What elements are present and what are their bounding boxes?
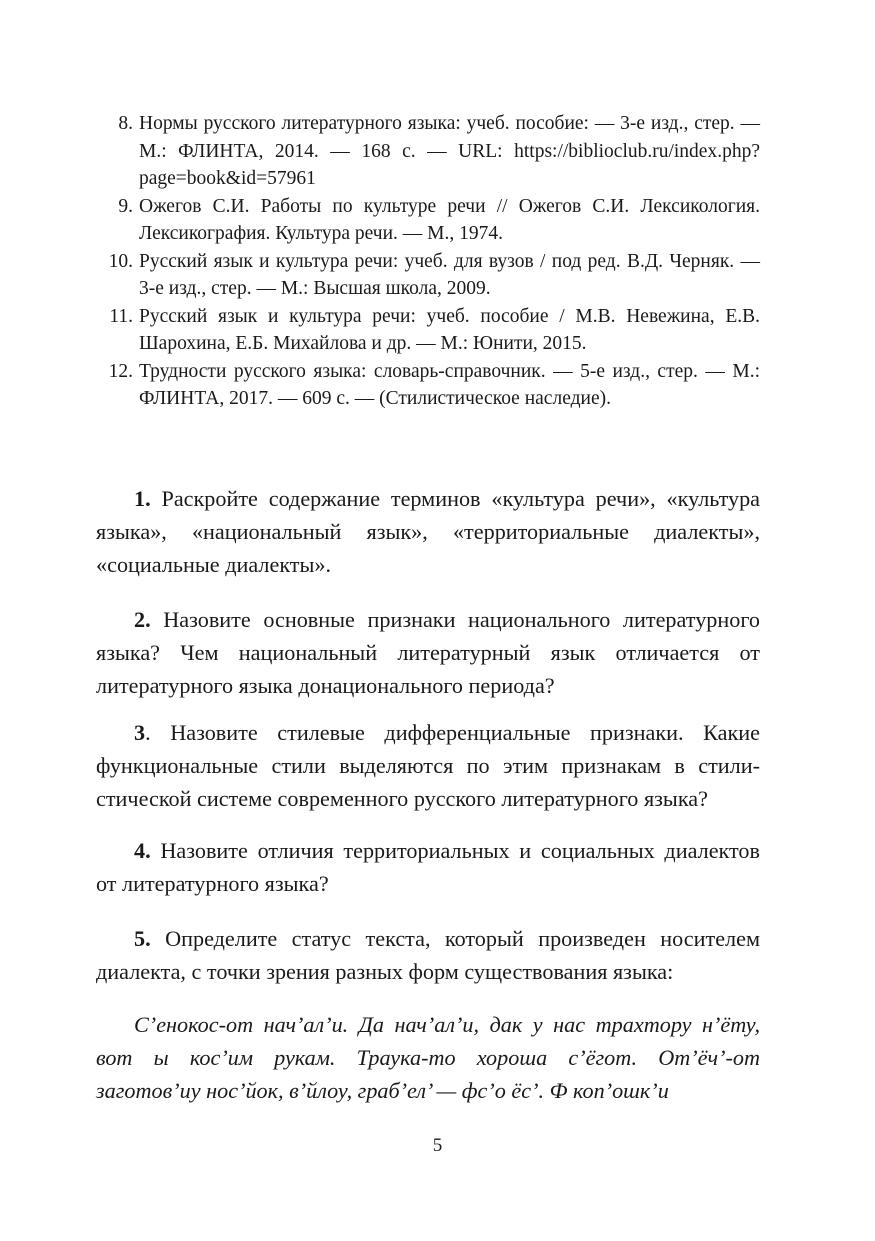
dialect-text: С’енокос-от нач’ал’и. Да нач’ал’и, дак у нас трахтору н’ёту, вот ы кос’им рукам. Траука-то хороша с’ёгот. От’ёч’-от заготов’иу нос’йок, в’йлоу, граб’ел’ — фс’о ёс’. Ф коп’ошк’и [96,1012,760,1103]
reference-number: 11. [109,305,133,327]
reference-number: 8. [118,113,133,134]
question-number: 5. [134,926,151,951]
question-text: Назовите основные признаки национального литературного языка? Чем национальный литературный язык отличается от литературного языка донационального периода? [96,607,760,698]
question-number: 2. [134,607,151,632]
question-text: Раскройте содержание терминов «культура речи», «культура языка», «национальный язык», «территориальные диалекты», «социальные диалекты». [96,486,761,577]
reference-item [96,358,760,413]
reference-item [96,248,760,303]
reference-item [96,110,760,193]
reference-number: 9. [118,195,133,217]
reference-number: 10. [108,250,133,272]
question-number: 1. [134,486,151,511]
question-3 [96,716,760,815]
question-text: . Назовите стилевые дифференциальные признаки. Какие функциональные стили выделяются по этим признакам в стилистической системе современного русского литературного языка? [96,720,760,811]
question-number: 4. [134,838,151,863]
reference-list [96,110,760,413]
reference-text: Ожегов С.И. Работы по культуре речи // Ожегов С.И. Лексикология. Лексикография. Культура речи. — М., 1974. [139,195,760,244]
question-text: Назовите отличия территориальных и социальных диалектов от литературного языка? [96,838,760,896]
reference-text: Трудности русского языка: словарь-справочник. — 5-е изд., стер. — М.: ФЛИНТА, 2017. — 609 с. — (Стилистическое наследие). [139,360,760,409]
reference-number: 12. [108,360,133,382]
reference-text: Русский язык и культура речи: учеб. для вузов / под ред. В.Д. Черняк. — 3-е изд., стер. — М.: Высшая школа, 2009. [139,250,760,299]
question-text: Определите статус текста, который произведен носителем диалекта, с точки зрения разных форм существования языка: [96,926,760,984]
reference-text: Русский язык и культура речи: учеб. пособие / М.В. Невежина, Е.В. Шарохина, Е.Б. Михайлова и др. — М.: Юнити, 2015. [139,305,760,354]
question-2 [96,603,760,702]
question-number: 3 [134,720,146,745]
reference-text: Нормы русского литературного языка: учеб. пособие: — 3-е изд., стер. — М.: ФЛИНТА, 2014. — 168 с. — URL: https://biblioclub.ru/index.php?page=book&id=57961 [139,113,760,189]
question-5 [96,922,760,988]
reference-item [96,193,760,248]
question-1 [96,482,760,581]
reference-item [96,303,760,358]
question-4 [96,834,760,900]
page-number: 5 [432,1135,443,1156]
